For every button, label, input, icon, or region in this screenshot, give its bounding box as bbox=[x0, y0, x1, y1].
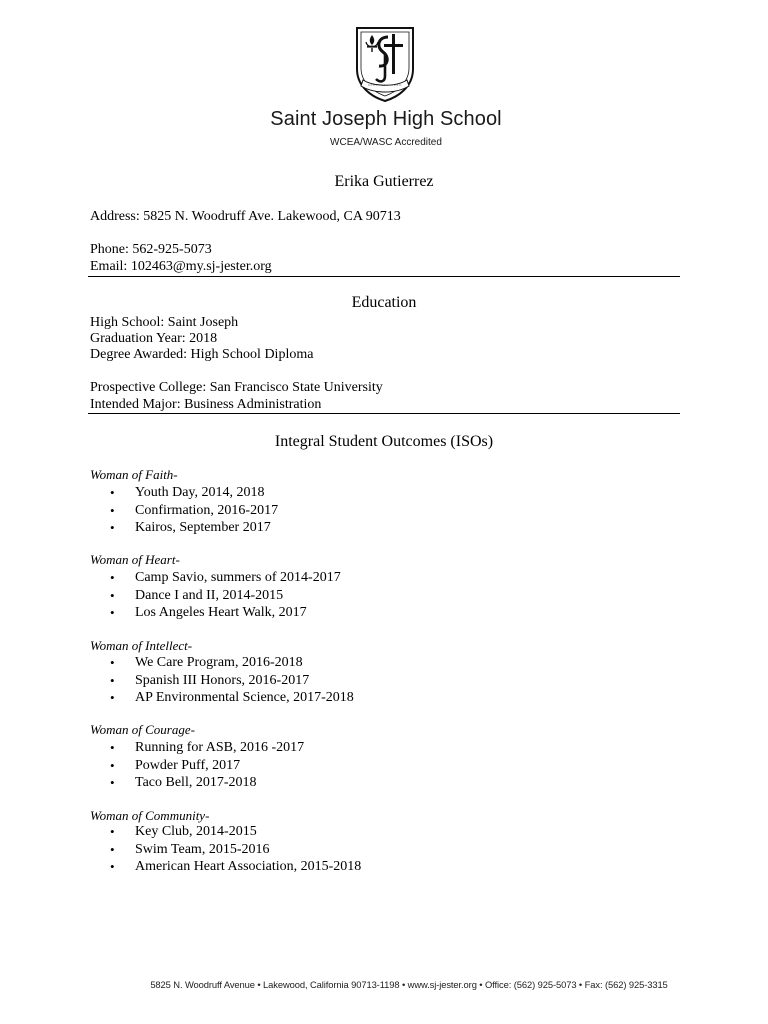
prospective-college-line: Prospective College: San Francisco State University bbox=[90, 380, 383, 395]
list-item-text: Confirmation, 2016-2017 bbox=[135, 502, 279, 518]
list-item-text: Los Angeles Heart Walk, 2017 bbox=[135, 605, 307, 620]
list-item-text: Swim Team, 2015-2016 bbox=[135, 841, 270, 857]
bullet-icon: • bbox=[110, 757, 115, 773]
list-item-text: Running for ASB, 2016 -2017 bbox=[135, 740, 305, 755]
address-line: Address: 5825 N. Woodruff Ave. Lakewood, CA 90713 bbox=[90, 209, 401, 224]
school-name: Saint Joseph High School bbox=[270, 108, 502, 130]
list-item-text: AP Environmental Science, 2017-2018 bbox=[135, 690, 354, 705]
bullet-icon: • bbox=[110, 775, 115, 790]
list-item-text: Key Club, 2014-2015 bbox=[135, 824, 257, 839]
category-heart-label: Woman of Heart- bbox=[90, 552, 180, 567]
list-item-text: Powder Puff, 2017 bbox=[135, 757, 241, 773]
bullet-icon: • bbox=[110, 502, 115, 518]
bullet-icon: • bbox=[110, 605, 115, 620]
high-school-line: High School: Saint Joseph bbox=[90, 315, 239, 330]
section-divider bbox=[88, 413, 680, 414]
accreditation-label: WCEA/WASC Accredited bbox=[330, 137, 442, 148]
category-community-label: Woman of Community- bbox=[90, 808, 210, 823]
list-item-text: Camp Savio, summers of 2014-2017 bbox=[135, 570, 341, 585]
bullet-icon: • bbox=[110, 587, 115, 603]
bullet-icon: • bbox=[110, 655, 115, 670]
list-item-text: American Heart Association, 2015-2018 bbox=[135, 859, 362, 874]
phone-line: Phone: 562-925-5073 bbox=[90, 242, 212, 257]
bullet-icon: • bbox=[110, 841, 115, 857]
school-crest-icon bbox=[354, 25, 416, 103]
bullet-icon: • bbox=[110, 824, 115, 839]
bullet-icon: • bbox=[110, 570, 115, 585]
list-item-text: We Care Program, 2016-2018 bbox=[135, 655, 303, 670]
bullet-icon: • bbox=[110, 520, 115, 535]
student-name: Erika Gutierrez bbox=[334, 173, 434, 190]
list-item-text: Spanish III Honors, 2016-2017 bbox=[135, 672, 310, 688]
list-item-text: Youth Day, 2014, 2018 bbox=[135, 485, 265, 500]
category-intellect-label: Woman of Intellect- bbox=[90, 638, 193, 653]
list-item-text: Kairos, September 2017 bbox=[135, 520, 271, 535]
education-heading: Education bbox=[351, 294, 417, 311]
list-item-text: Taco Bell, 2017-2018 bbox=[135, 775, 257, 790]
category-courage-label: Woman of Courage- bbox=[90, 722, 195, 737]
bullet-icon: • bbox=[110, 740, 115, 755]
footer-contact-line: 5825 N. Woodruff Avenue • Lakewood, California 90713-1198 • www.sj-jester.org • Office: (562) 925-5073 • Fax: (562) 925-3315 bbox=[150, 979, 668, 990]
email-line: Email: 102463@my.sj-jester.org bbox=[90, 259, 272, 274]
intended-major-line: Intended Major: Business Administration bbox=[90, 397, 322, 412]
bullet-icon: • bbox=[110, 690, 115, 705]
isos-heading: Integral Student Outcomes (ISOs) bbox=[274, 433, 494, 450]
bullet-icon: • bbox=[110, 672, 115, 688]
list-item-text: Dance I and II, 2014-2015 bbox=[135, 587, 284, 603]
graduation-year-line: Graduation Year: 2018 bbox=[90, 331, 218, 346]
section-divider bbox=[88, 276, 680, 277]
category-faith-label: Woman of Faith- bbox=[90, 467, 178, 482]
bullet-icon: • bbox=[110, 859, 115, 874]
bullet-icon: • bbox=[110, 485, 115, 500]
degree-line: Degree Awarded: High School Diploma bbox=[90, 347, 314, 362]
